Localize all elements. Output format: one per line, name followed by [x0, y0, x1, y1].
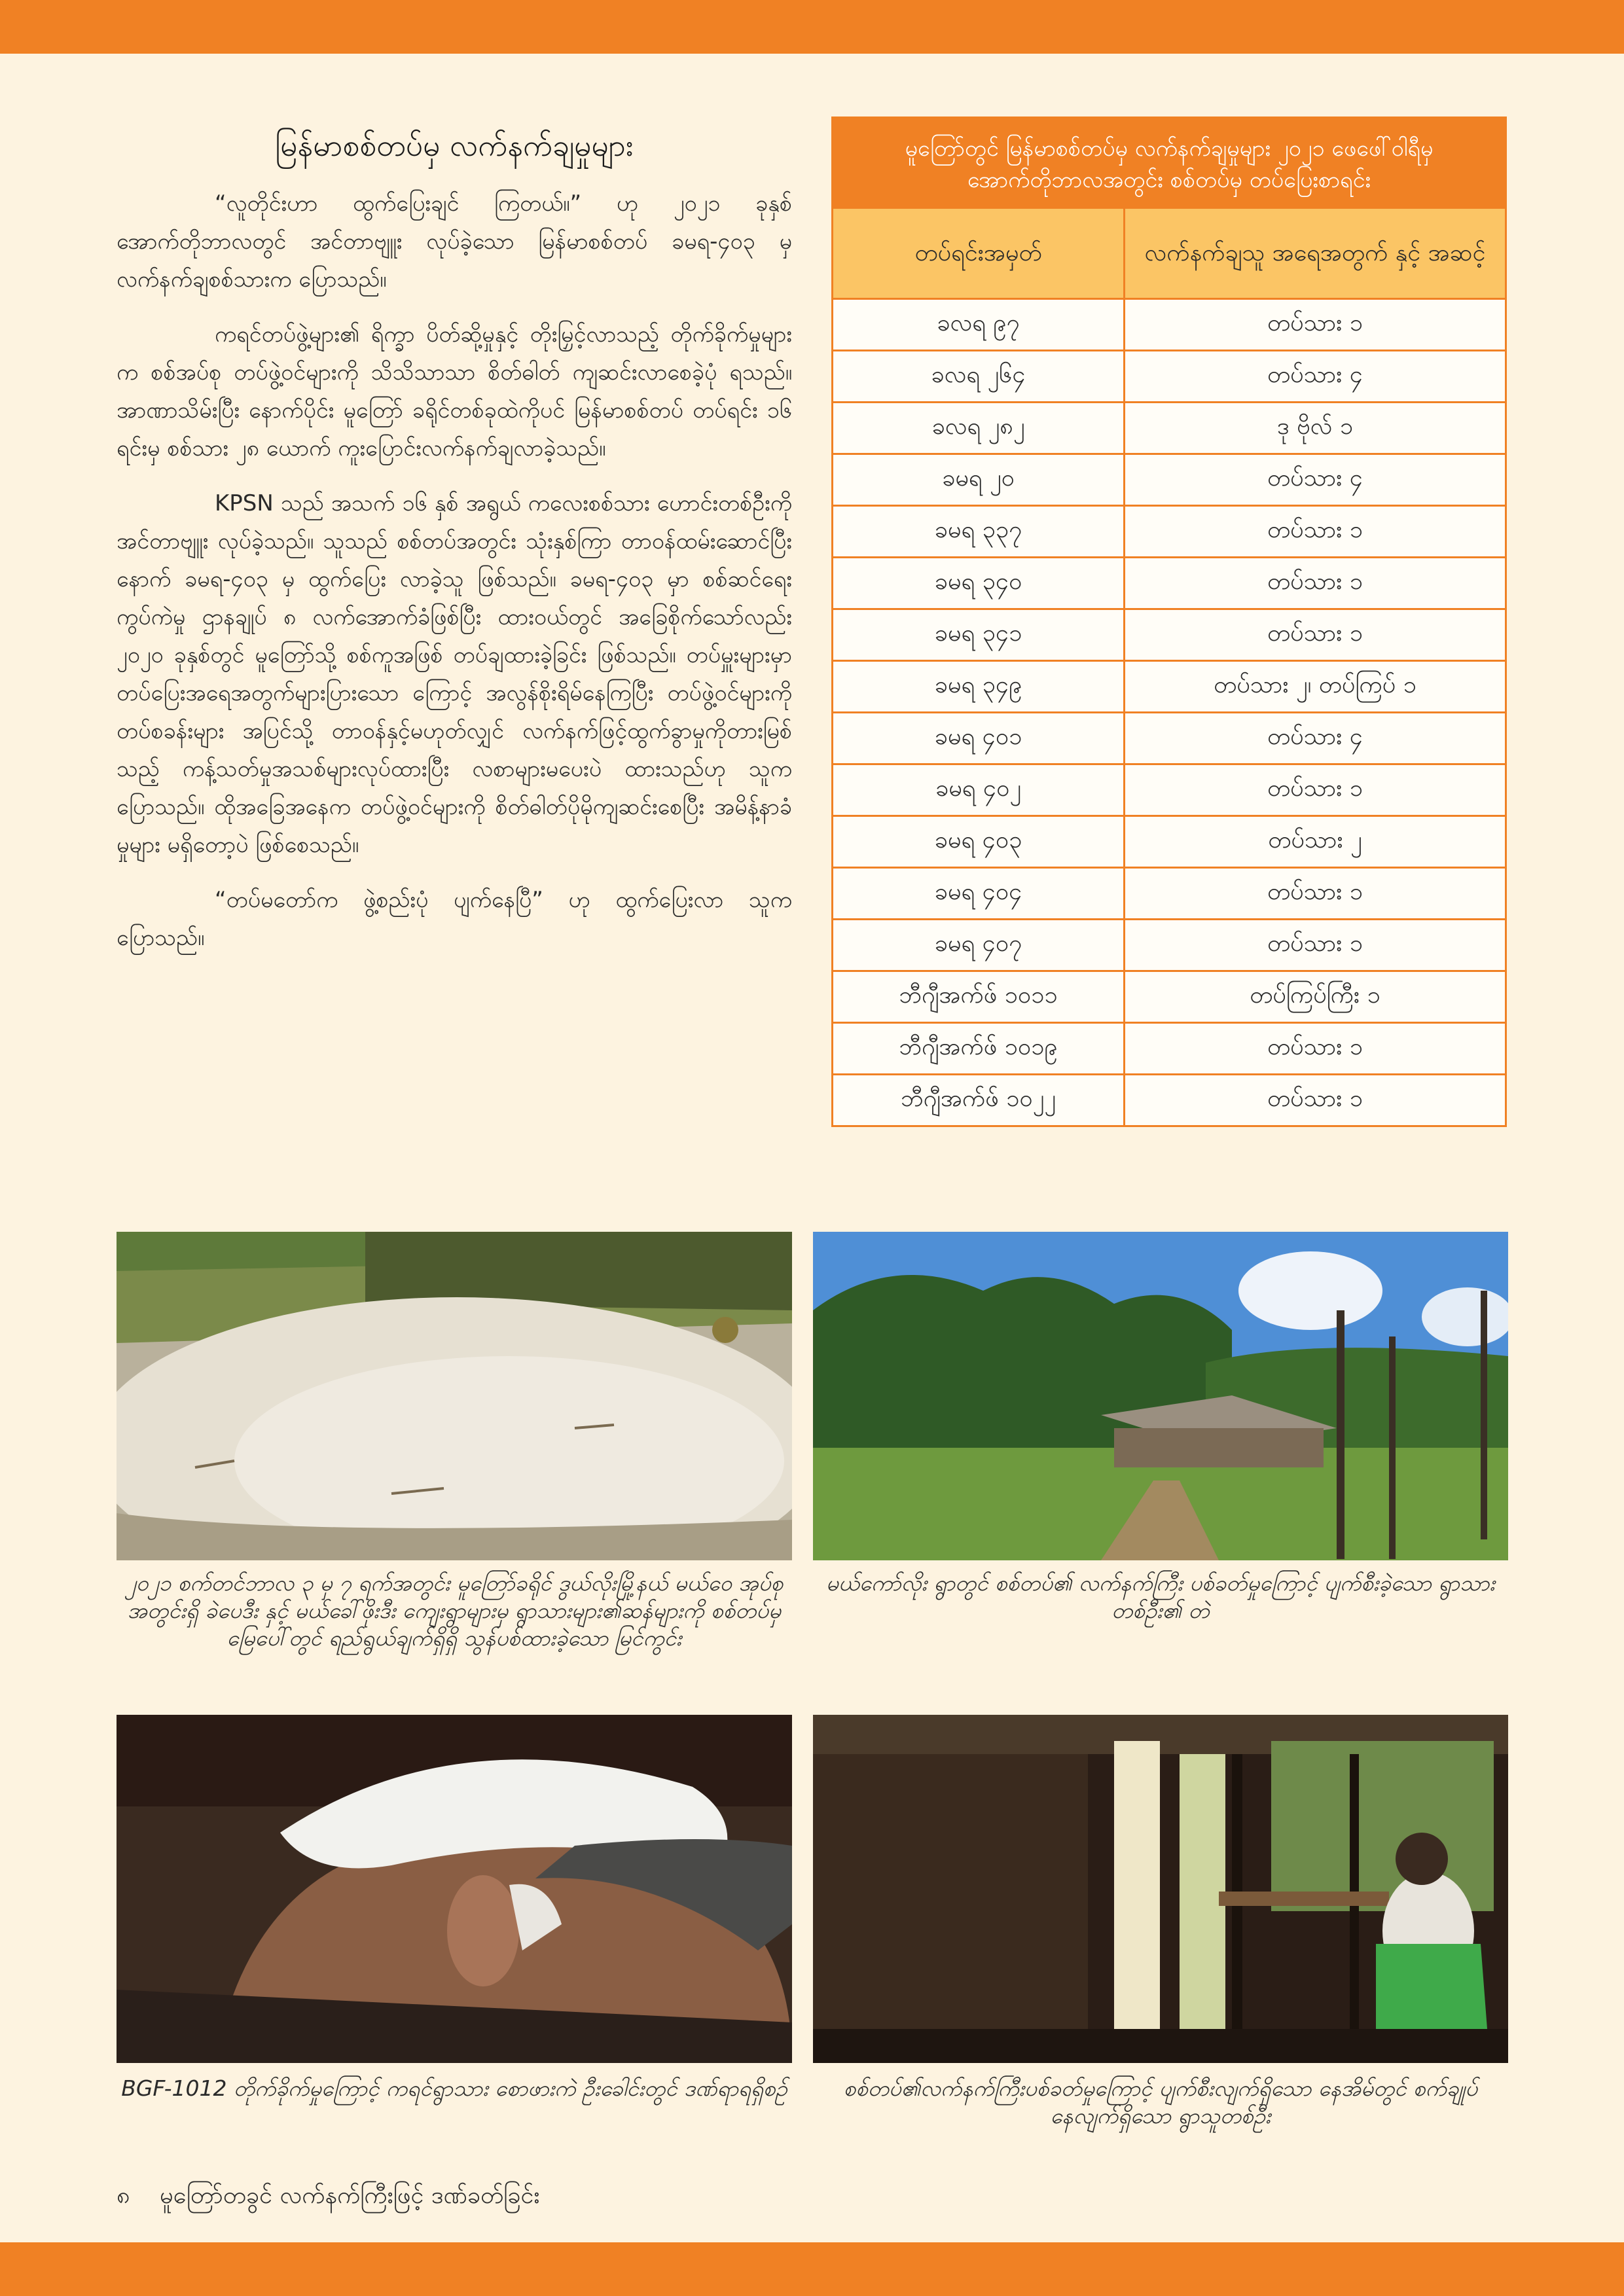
count-rank-cell: တပ်သား ၁	[1125, 1075, 1506, 1126]
woman-sewing-image	[813, 1715, 1508, 2063]
battalion-cell: ခလရ ၂၈၂	[833, 403, 1125, 454]
table-row	[833, 609, 1506, 661]
battalion-cell: ခမရ ၃၄၁	[833, 609, 1125, 661]
column-header-count-rank: လက်နက်ချသူ အရေအတွက် နှင့် အဆင့်	[1125, 208, 1506, 299]
count-rank-cell: တပ်သား ၂	[1125, 816, 1506, 868]
battalion-cell: ခမရ ၄၀၄	[833, 868, 1125, 920]
count-rank-cell: တပ်သား ၄	[1125, 454, 1506, 506]
rice-dumped-ground-image	[117, 1232, 792, 1560]
page-footer	[117, 2179, 540, 2215]
table-row	[833, 1023, 1506, 1075]
article-paragraph: “တပ်မတော်က ဖွဲ့စည်းပုံ ပျက်နေပြီ” ဟု ထွက်ပြေးလာ သူက ပြောသည်။	[117, 887, 792, 952]
count-rank-cell: တပ်သား ၁	[1125, 1023, 1506, 1075]
table-row	[833, 868, 1506, 920]
damaged-hut-image	[813, 1232, 1508, 1560]
table-row	[833, 351, 1506, 403]
table-row	[833, 816, 1506, 868]
count-rank-cell: တပ်သား ၁	[1125, 506, 1506, 558]
battalion-cell: ခမရ ၃၃၇	[833, 506, 1125, 558]
photo-injured-villager	[117, 1715, 792, 2063]
desertion-table-box	[831, 117, 1507, 1127]
count-rank-cell: တပ်သား ၁	[1125, 868, 1506, 920]
battalion-cell: ခမရ ၄၀၃	[833, 816, 1125, 868]
count-rank-cell: တပ်သား ၁	[1125, 299, 1506, 351]
battalion-cell: ခလရ ၉၇	[833, 299, 1125, 351]
count-rank-cell: တပ်သား ၄	[1125, 713, 1506, 764]
photo-woman-sewing	[813, 1715, 1508, 2063]
footer-title: မူတြော်တခွင် လက်နက်ကြီးဖြင့် ဒဏ်ခတ်ခြင်း	[160, 2182, 540, 2209]
article-title: မြန်မာစစ်တပ်မှ လက်နက်ချမှုများ	[275, 128, 634, 163]
table-row	[833, 403, 1506, 454]
battalion-cell: ခမရ ၃၄၀	[833, 558, 1125, 609]
table-row	[833, 454, 1506, 506]
desertion-table	[831, 207, 1507, 1127]
count-rank-cell: တပ်သား ၄	[1125, 351, 1506, 403]
article-paragraph: ကရင်တပ်ဖွဲ့များ၏ ရိက္ခာ ပိတ်ဆို့မှုနှင့် တိုးမြှင့်လာသည့် တိုက်ခိုက်မှုများက စစ်အပ်စု တပ်ဖွဲ့ဝင်များကို သိသိသာသာ စိတ်ဓါတ် ကျဆင်းလာစေခဲ့ပုံ ရသည်။ အာဏာသိမ်းပြီး နောက်ပိုင်း မူတြော် ခရိုင်တစ်ခုထဲကိုပင် မြန်မာစစ်တပ် တပ်ရင်း ၁၆ ရင်းမှ စစ်သား ၂၈ ယောက် ကူးပြောင်းလက်နက်ချလာခဲ့သည်။	[117, 321, 792, 462]
count-rank-cell: တပ်သား ၁	[1125, 609, 1506, 661]
photo-caption: စစ်တပ်၏လက်နက်ကြီးပစ်ခတ်မှုကြောင့် ပျက်စီးလျက်ရှိသော နေအိမ်တွင် စက်ချုပ်နေလျက်ရှိသော ရွာသူတစ်ဦး	[843, 2075, 1478, 2128]
battalion-cell: ခမရ ၄၀၇	[833, 920, 1125, 971]
photo-caption: ၂၀၂၁ စက်တင်ဘာလ ၃ မှ ၇ ရက်အတွင်း မူတြော်ခရိုင် ဒွယ်လိုးမြို့နယ် မယ်ဝေ အုပ်စုအတွင်းရှိ ခဲပေဒီး နှင့် မယ်ခေါ်ဖိုးဒီး ကျေးရွာများမှ ရွာသားများ၏ဆန်များကို စစ်တပ်မှ မြေပေါ်တွင် ရည်ရွယ်ချက်ရှိရှိ သွန်ပစ်ထားခဲ့သော မြင်ကွင်း	[125, 1570, 784, 1651]
battalion-cell: ဘီဂျီအက်ဖ် ၁၀၂၂	[833, 1075, 1125, 1126]
battalion-cell: ခလရ ၂၆၄	[833, 351, 1125, 403]
table-caption: မူတြော်တွင် မြန်မာစစ်တပ်မှ လက်နက်ချမှုများ ၂၀၂၁ ဖေဖေါ်ဝါရီမှ အောက်တိုဘာလအတွင်း စစ်တပ်မှ တပ်ပြေးစာရင်း	[831, 117, 1507, 207]
battalion-cell: ခမရ ၄၀၂	[833, 764, 1125, 816]
article	[117, 124, 792, 974]
count-rank-cell: တပ်ကြပ်ကြီး ၁	[1125, 971, 1506, 1023]
article-paragraph: KPSN သည် အသက် ၁၆ နှစ် အရွယ် ကလေးစစ်သား ဟောင်းတစ်ဦးကို အင်တာဗျူး လုပ်ခဲ့သည်။ သူသည် စစ်တပ်အတွင်း သုံးနှစ်ကြာ တာဝန်ထမ်းဆောင်ပြီးနောက် ခမရ-၄၀၃ မှ ထွက်ပြေး လာခဲ့သူ ဖြစ်သည်။ ခမရ-၄၀၃ မှာ စစ်ဆင်ရေး ကွပ်ကဲမှု ဌာနချုပ် ၈ လက်အောက်ခံဖြစ်ပြီး ထားဝယ်တွင် အခြေစိုက်သော်လည်း ၂၀၂၀ ခုနှစ်တွင် မူတြော်သို့ စစ်ကူအဖြစ် တပ်ချထားခဲ့ခြင်း ဖြစ်သည်။ တပ်မှူးများမှာ တပ်ပြေးအရေအတွက်များပြားသော ကြောင့် အလွန်စိုးရိမ်နေကြပြီး တပ်ဖွဲ့ဝင်များကို တပ်စခန်းများ အပြင်သို့ တာဝန်နှင့်မဟုတ်လျှင် လက်နက်ဖြင့်ထွက်ခွာမှုကိုတားမြစ် သည့် ကန့်သတ်မှုအသစ်များလုပ်ထားပြီး လစာများမပေးပဲ ထားသည်ဟု သူကပြောသည်။ ထိုအခြေအနေက တပ်ဖွဲ့ဝင်များကို စိတ်ဓါတ်ပိုမိုကျဆင်းစေပြီး အမိန့်နာခံမှုများ မရှိတော့ပဲ ဖြစ်စေသည်။	[117, 490, 792, 859]
photo-rice-dumped	[117, 1232, 792, 1560]
table-row	[833, 764, 1506, 816]
count-rank-cell: တပ်သား ၁	[1125, 920, 1506, 971]
table-row	[833, 713, 1506, 764]
top-accent-band	[0, 0, 1624, 54]
count-rank-cell: တပ်သား ၂၊ တပ်ကြပ် ၁	[1125, 661, 1506, 713]
article-paragraph: “လူတိုင်းဟာ ထွက်ပြေးချင် ကြတယ်။” ဟု ၂၀၂၁ ခုနှစ် အောက်တိုဘာလတွင် အင်တာဗျူး လုပ်ခဲ့သော မြန်မာစစ်တပ် ခမရ-၄၀၃ မှ လက်နက်ချစစ်သားက ပြောသည်။	[117, 190, 792, 293]
table-header-row	[833, 208, 1506, 299]
count-rank-cell: တပ်သား ၁	[1125, 764, 1506, 816]
photo-caption: BGF-1012 တိုက်ခိုက်မှုကြောင့် ကရင်ရွာသား စောဖားကဲ ဦးခေါင်းတွင် ဒဏ်ရာရရှိစဉ်	[121, 2075, 787, 2101]
table-row	[833, 661, 1506, 713]
count-rank-cell: ဒု ဗိုလ် ၁	[1125, 403, 1506, 454]
battalion-cell: ခမရ ၂၀	[833, 454, 1125, 506]
page-number: ၈	[117, 2182, 130, 2209]
table-row	[833, 558, 1506, 609]
battalion-cell: ဘီဂျီအက်ဖ် ၁၀၁၁	[833, 971, 1125, 1023]
battalion-cell: ခမရ ၃၄၉	[833, 661, 1125, 713]
table-row	[833, 506, 1506, 558]
table-row	[833, 920, 1506, 971]
column-header-battalion: တပ်ရင်းအမှတ်	[833, 208, 1125, 299]
injured-villager-image	[117, 1715, 792, 2063]
photo-caption: မယ်ကော်လိုး ရွာတွင် စစ်တပ်၏ လက်နက်ကြီး ပစ်ခတ်မှုကြောင့် ပျက်စီးခဲ့သော ရွာသားတစ်ဦး၏ တဲ	[826, 1570, 1495, 1623]
table-row	[833, 971, 1506, 1023]
count-rank-cell: တပ်သား ၁	[1125, 558, 1506, 609]
bottom-accent-band	[0, 2242, 1624, 2296]
table-row	[833, 299, 1506, 351]
table-row	[833, 1075, 1506, 1126]
battalion-cell: ခမရ ၄၀၁	[833, 713, 1125, 764]
battalion-cell: ဘီဂျီအက်ဖ် ၁၀၁၉	[833, 1023, 1125, 1075]
photo-damaged-hut	[813, 1232, 1508, 1560]
